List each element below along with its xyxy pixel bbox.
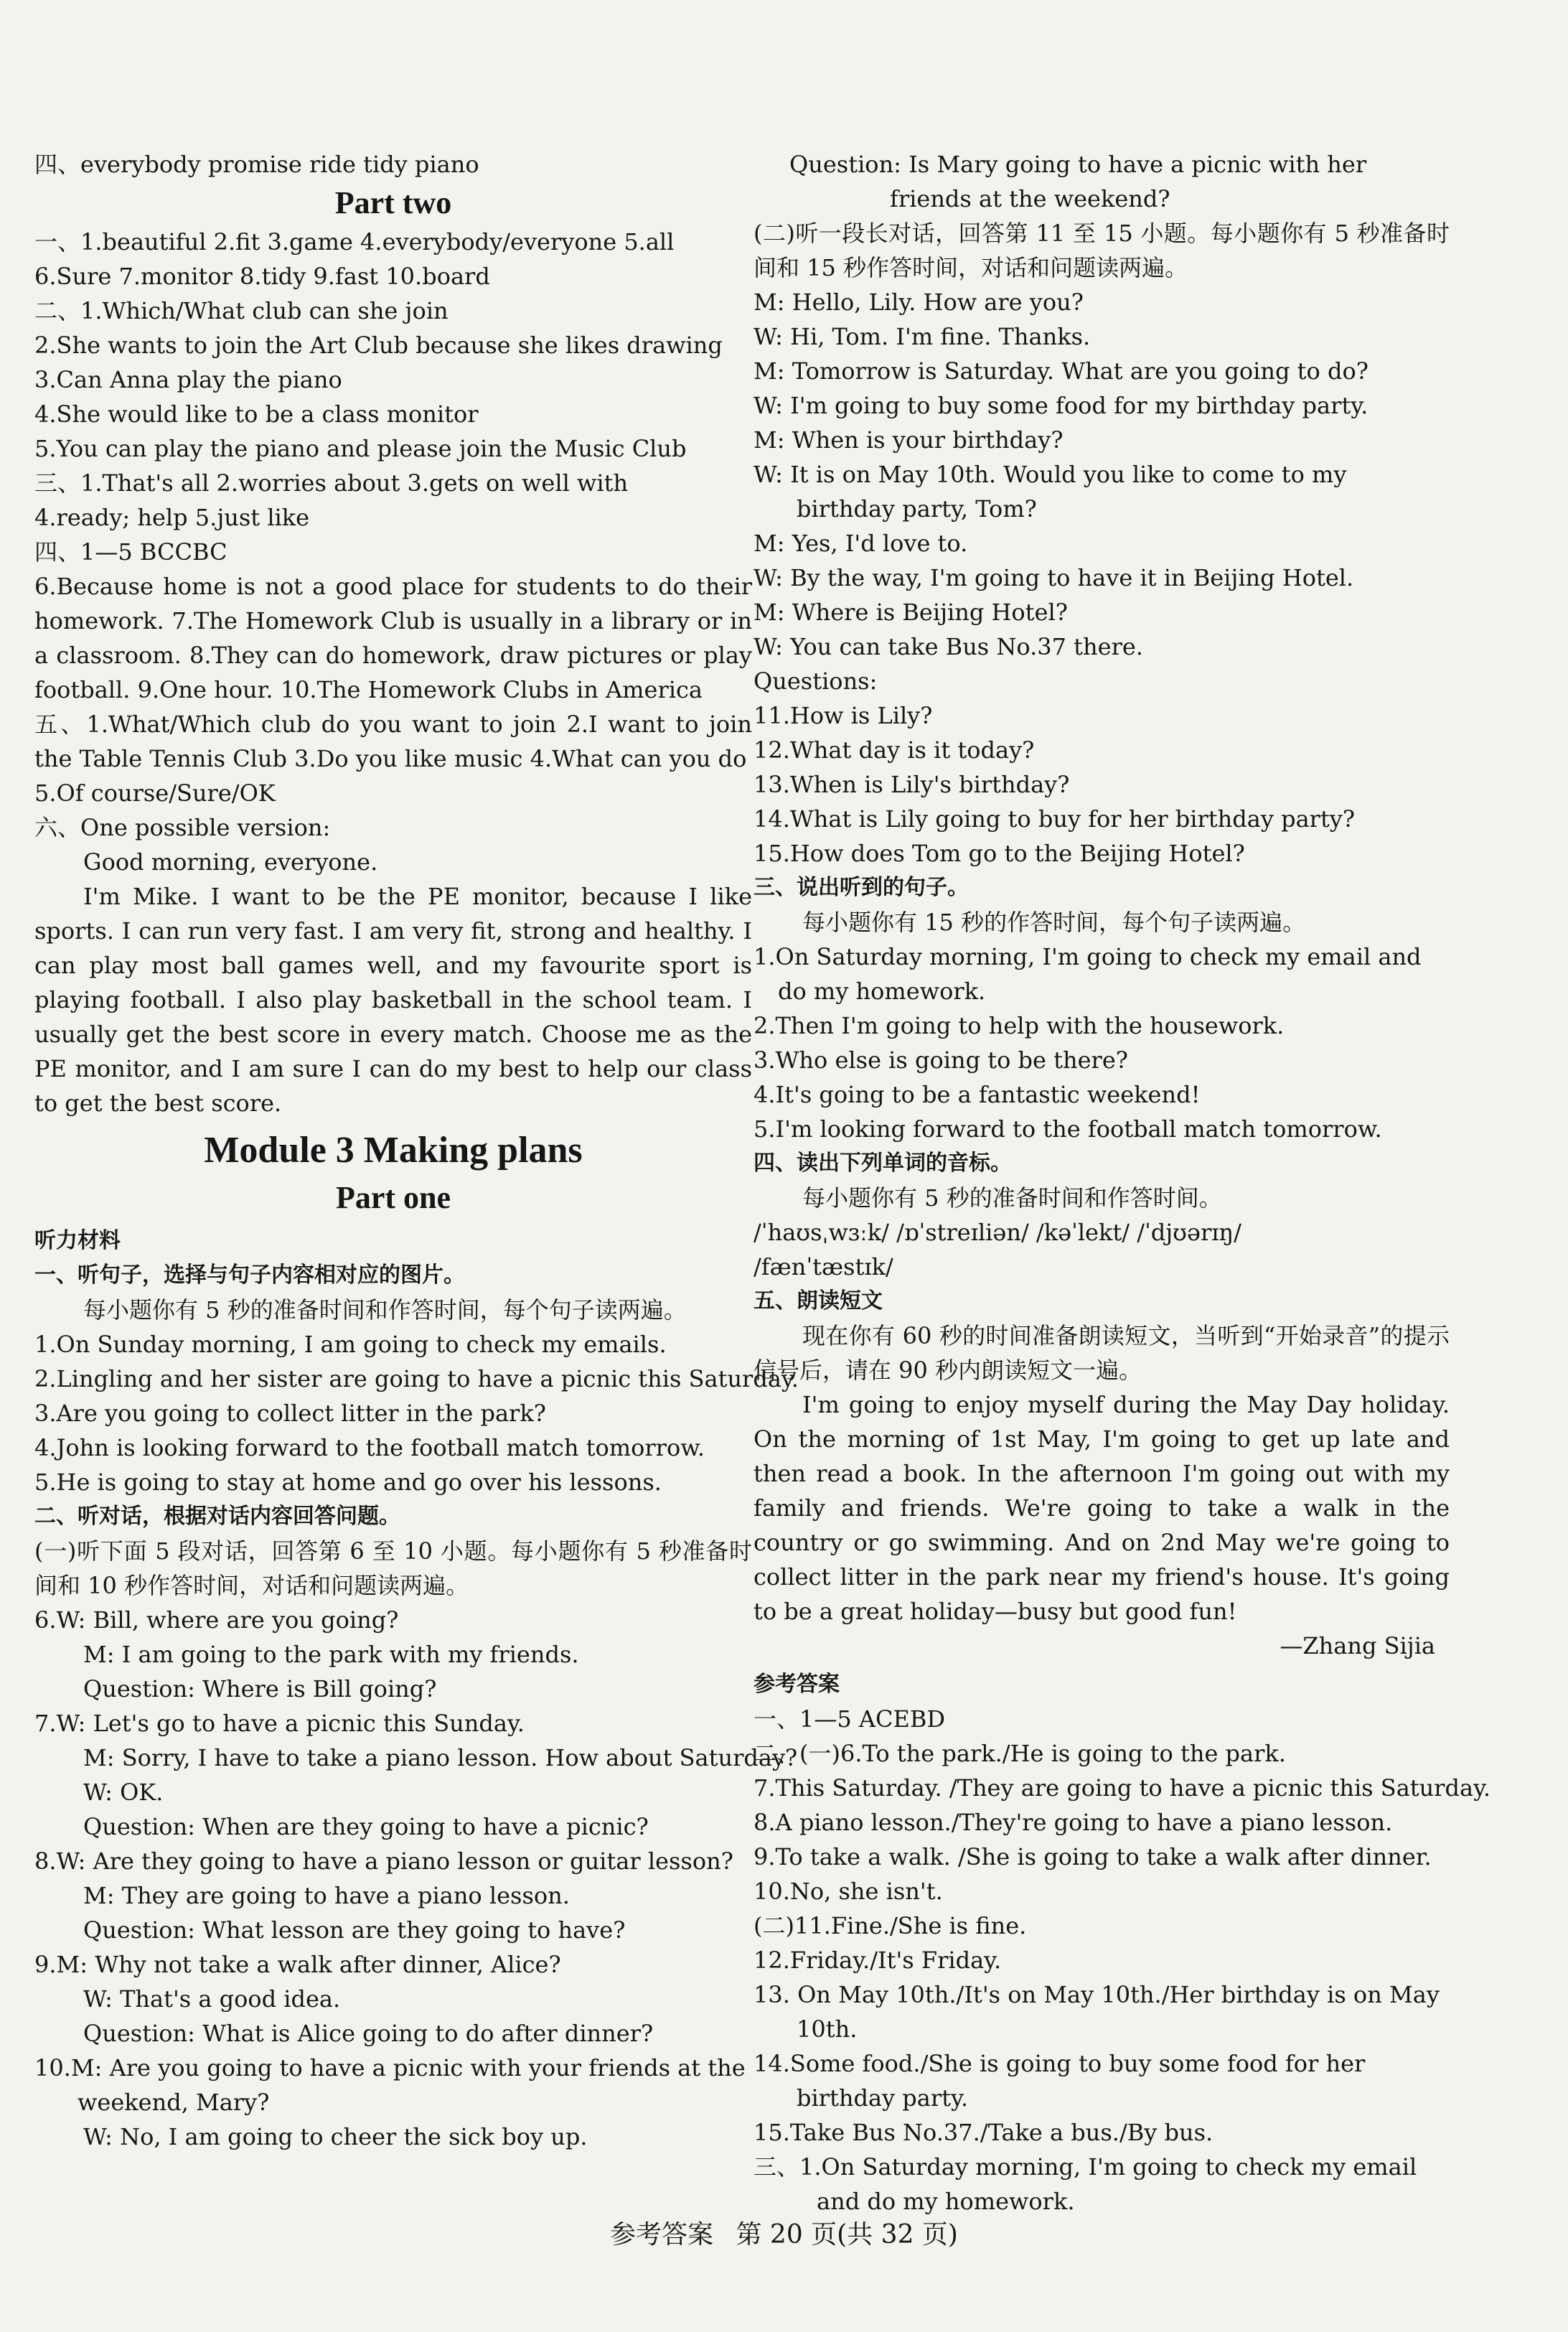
dialogue-question: Question: What is Alice going to do after dinner?	[83, 2020, 654, 2047]
conversation-line: W: I'm going to buy some food for my birthday party.	[754, 392, 1369, 419]
question-item: 11.How is Lily?	[754, 702, 933, 729]
dialogue-line: 10.M: Are you going to have a picnic with your friends at the weekend, Mary?	[34, 2054, 746, 2116]
sentence-item: 3.Are you going to collect litter in the park?	[34, 1400, 546, 1427]
section-heading: 四、读出下列单词的音标。	[754, 1151, 1012, 1176]
part-two-heading: Part two	[334, 185, 452, 220]
sentence-item: 1.On Saturday morning, I'm going to check my email and do my homework.	[754, 943, 1422, 1005]
question-item: 15.How does Tom go to the Beijing Hotel?	[754, 840, 1245, 867]
conversation-line: W: By the way, I'm going to have it in Beijing Hotel.	[754, 564, 1354, 591]
sentence-item: 4.John is looking forward to the football match tomorrow.	[34, 1434, 705, 1461]
answer-line: 3.Can Anna play the piano	[34, 366, 342, 393]
sentence-item: 3.Who else is going to be there?	[754, 1046, 1128, 1074]
conversation-line: W: Hi, Tom. I'm fine. Thanks.	[754, 323, 1091, 350]
dialogue-line: M: I am going to the park with my friends.	[83, 1641, 579, 1668]
sentence-item: 5.I'm looking forward to the football match tomorrow.	[754, 1115, 1382, 1143]
section-heading: 五、朗读短文	[754, 1288, 883, 1313]
dialogue-line: 9.M: Why not take a walk after dinner, Alice?	[34, 1951, 561, 1978]
answer-line: 三、1.On Saturday morning, I'm going to check my email and do my homework.	[754, 2153, 1417, 2215]
answers-heading: 参考答案	[754, 1672, 840, 1697]
section-heading: 三、说出听到的句子。	[754, 875, 969, 900]
answer-line: 一、1.beautiful 2.fit 3.game 4.everybody/everyone 5.all	[34, 228, 675, 256]
answer-line: 四、1—5 BCCBC	[34, 538, 227, 566]
part-one-heading: Part one	[335, 1180, 451, 1215]
answer-line: 三、1.That's all 2.worries about 3.gets on well with	[34, 469, 629, 497]
sentence-item: 1.On Sunday morning, I am going to check my emails.	[34, 1331, 667, 1358]
section-instruction: 每小题你有 5 秒的准备时间和作答时间，每个句子读两遍。	[83, 1296, 687, 1324]
answer-line: 15.Take Bus No.37./Take a bus./By bus.	[754, 2119, 1213, 2146]
answer-line: 9.To take a walk. /She is going to take a walk after dinner.	[754, 1843, 1432, 1870]
section-instruction: 每小题你有 5 秒的准备时间和作答时间。	[802, 1184, 1222, 1212]
answer-line: 4.ready; help 5.just like	[34, 504, 310, 531]
answer-line: 12.Friday./It's Friday.	[754, 1947, 1002, 1974]
answer-line: 6.Sure 7.monitor 8.tidy 9.fast 10.board	[34, 263, 490, 290]
answer-line: 5.You can play the piano and please join the Music Club	[34, 435, 687, 462]
answer-line: 5.Of course/Sure/OK	[34, 779, 276, 807]
conversation-line: W: You can take Bus No.37 there.	[754, 633, 1143, 660]
dialogue-line: M: Sorry, I have to take a piano lesson. How about Saturday?	[83, 1744, 798, 1771]
answer-line: 六、One possible version:	[34, 814, 331, 841]
sample-essay: I'm Mike. I want to be the PE monitor, because I like sports. I can run very fast. I am very fit, strong and healthy. I can play most ball games well, and my favourite sport is playing football. I also play basketball in the school team. I usually get the best score in every match. Choose me as the PE monitor, and I am sure I can do my best to help our class to get the best score.	[34, 883, 752, 1117]
section-instruction: 现在你有 60 秒的时间准备朗读短文，当听到“开始录音”的提示信号后，请在 90 秒内朗读短文一遍。	[754, 1322, 1450, 1384]
dialogue-line: 6.W: Bill, where are you going?	[34, 1606, 399, 1634]
phonetics-line: /fænˈtæstɪk/	[754, 1253, 893, 1280]
answer-paragraph: 五、1.What/Which club do you want to join 2.I want to join the Table Tennis Club 3.Do you like music 4.What can you do	[34, 711, 752, 772]
answer-line: 10.No, she isn't.	[754, 1878, 943, 1905]
dialogue-line: 7.W: Let's go to have a picnic this Sunday.	[34, 1710, 525, 1737]
dialogue-question: Question: Where is Bill going?	[83, 1675, 437, 1703]
question-item: 13.When is Lily's birthday?	[754, 771, 1070, 798]
dialogue-question: Question: When are they going to have a picnic?	[83, 1813, 649, 1840]
conversation-line: M: Hello, Lily. How are you?	[754, 289, 1084, 316]
page-number: 第 20 页(共 32 页)	[736, 2220, 958, 2249]
dialogue-question: Question: What lesson are they going to have?	[83, 1916, 626, 1944]
answer-line: (二)11.Fine./She is fine.	[754, 1912, 1027, 1939]
section-heading: 一、听句子，选择与句子内容相对应的图片。	[34, 1263, 465, 1288]
greeting-line: Good morning, everyone.	[83, 848, 378, 876]
dialogue-line: W: No, I am going to cheer the sick boy up.	[83, 2123, 588, 2150]
module-title: Module 3 Making plans	[204, 1130, 583, 1171]
answer-line: 4.She would like to be a class monitor	[34, 401, 479, 428]
section-heading: 二、听对话，根据对话内容回答问题。	[34, 1504, 400, 1529]
dialogue-line: M: They are going to have a piano lesson.	[83, 1882, 570, 1909]
answer-line: 二、(一)6.To the park./He is going to the park.	[754, 1740, 1286, 1767]
answer-line: 13. On May 10th./It's on May 10th./Her birthday is on May 10th.	[754, 1981, 1440, 2043]
answer-line: 一、1—5 ACEBD	[754, 1705, 946, 1733]
listening-material-heading: 听力材料	[34, 1228, 121, 1253]
dialogue-question: Question: Is Mary going to have a picnic with her friends at the weekend?	[789, 151, 1367, 212]
section-instruction: (一)听下面 5 段对话，回答第 6 至 10 小题。每小题你有 5 秒准备时间和 10 秒作答时间，对话和问题读两遍。	[34, 1537, 752, 1599]
page-footer	[0, 2218, 1568, 2252]
sentence-item: 4.It's going to be a fantastic weekend!	[754, 1081, 1201, 1108]
question-item: 12.What day is it today?	[754, 736, 1035, 764]
right-column	[754, 147, 1491, 2219]
passage-author: —Zhang Sijia	[1280, 1632, 1435, 1659]
conversation-line: M: Where is Beijing Hotel?	[754, 599, 1068, 626]
questions-label: Questions:	[754, 668, 878, 695]
answer-line: 2.She wants to join the Art Club because she likes drawing	[34, 332, 723, 359]
dialogue-line: W: OK.	[83, 1779, 164, 1806]
reading-passage: I'm going to enjoy myself during the May Day holiday. On the morning of 1st May, I'm going to get up late and then read a book. In the afternoon I'm going out with my family and friends. We're going to take a walk in the country or go swimming. And on 2nd May we're going to collect litter in the park near my friend's house. It's going to be a great holiday—busy but good fun!	[754, 1391, 1450, 1625]
section-instruction: (二)听一段长对话，回答第 11 至 15 小题。每小题你有 5 秒准备时间和 15 秒作答时间，对话和问题读两遍。	[754, 220, 1450, 281]
sentence-item: 2.Then I'm going to help with the housework.	[754, 1012, 1285, 1039]
conversation-line: M: Tomorrow is Saturday. What are you going to do?	[754, 357, 1369, 385]
sentence-item: 5.He is going to stay at home and go over his lessons.	[34, 1469, 662, 1496]
conversation-line: M: When is your birthday?	[754, 426, 1064, 454]
answer-line: 8.A piano lesson./They're going to have a piano lesson.	[754, 1809, 1393, 1836]
footer-label: 参考答案	[610, 2220, 714, 2249]
answer-line: 二、1.Which/What club can she join	[34, 297, 449, 324]
conversation-line: W: It is on May 10th. Would you like to come to my birthday party, Tom?	[754, 461, 1347, 523]
section-instruction: 每小题你有 15 秒的作答时间，每个句子读两遍。	[802, 909, 1306, 936]
answer-line: 7.This Saturday. /They are going to have a picnic this Saturday.	[754, 1774, 1491, 1802]
answer-paragraph: 6.Because home is not a good place for students to do their homework. 7.The Homework Club is usually in a library or in a classroom. 8.They can do homework, draw pictures or play football. 9.One hour. 10.The Homework Clubs in America	[34, 573, 752, 703]
sentence-item: 2.Lingling and her sister are going to have a picnic this Saturday.	[34, 1365, 799, 1392]
phonetics-line: /ˈhaʊsˌwɜːk/ /ɒˈstreɪliən/ /kəˈlekt/ /ˈdjʊərɪŋ/	[754, 1219, 1241, 1246]
dialogue-line: 8.W: Are they going to have a piano lesson or guitar lesson?	[34, 1848, 733, 1875]
vocab-line: 四、everybody promise ride tidy piano	[34, 151, 479, 178]
answer-line: 14.Some food./She is going to buy some food for her birthday party.	[754, 2050, 1366, 2112]
question-item: 14.What is Lily going to buy for her birthday party?	[754, 805, 1356, 833]
conversation-line: M: Yes, I'd love to.	[754, 530, 968, 557]
dialogue-line: W: That's a good idea.	[83, 1985, 341, 2013]
